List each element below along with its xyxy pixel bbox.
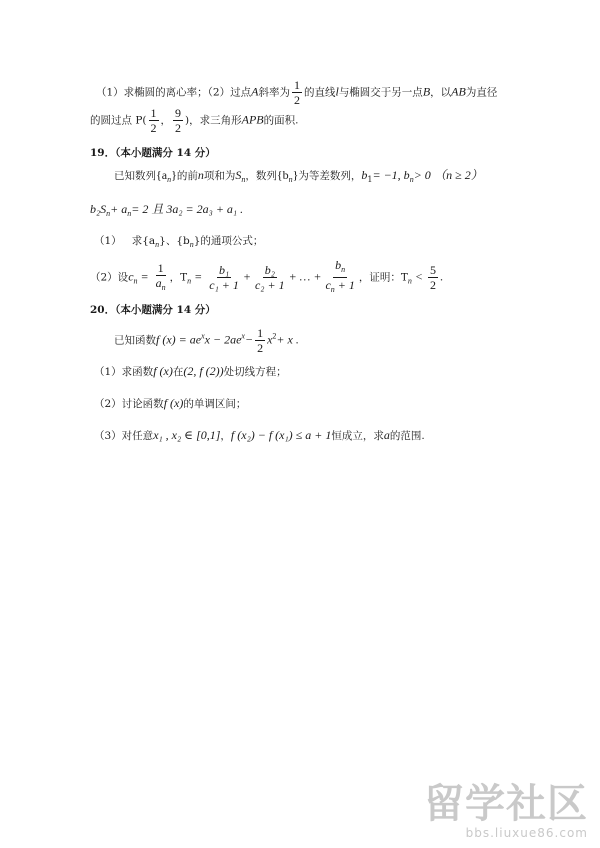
slope-num: 1: [293, 78, 300, 92]
q18-parts-line: [96, 78, 497, 107]
seq-b: {b: [276, 168, 289, 182]
den-cn: c: [325, 278, 331, 292]
sub-n: n: [133, 276, 138, 286]
part1-label: （1）: [94, 235, 122, 247]
py-fraction: [173, 106, 183, 135]
q18-circle-line: [90, 106, 298, 135]
close-text: )，求三角形: [185, 114, 242, 127]
sup-2: 2: [272, 331, 277, 341]
intro2: 的前: [176, 170, 198, 182]
termn-fraction: [323, 258, 356, 297]
slope-den: 2: [293, 93, 300, 107]
q20-p1-pt: (2, f (2)): [183, 364, 224, 378]
slope-fraction: [292, 78, 302, 107]
term1-fraction: [207, 263, 241, 292]
dots: + … +: [288, 269, 322, 284]
fx-def: f (x) = ae: [156, 332, 202, 347]
part2-label: （2）设: [90, 271, 129, 284]
q20-p2-end: 的单调区间；: [183, 398, 247, 410]
cond-b: b: [361, 168, 368, 182]
q20-heading: 20．（本小题满分 14 分）: [90, 304, 216, 316]
sub-n: n: [189, 240, 194, 249]
brace: }: [171, 168, 177, 182]
q19-heading: 19．（本小题满分 14 分）: [90, 147, 216, 159]
sub-n: n: [330, 285, 335, 294]
q20-p3: （3）对任意: [94, 430, 154, 442]
q20-p3-vars: x₁ , x₂ ∈ [0,1]: [153, 428, 221, 442]
plus-one: + 1: [337, 278, 355, 292]
prove-text: ，证明：T: [358, 271, 408, 284]
q18-text: （1）求椭圆的离心率；（2）过点: [96, 86, 252, 99]
var-l: l: [335, 84, 339, 99]
half-fraction: [255, 326, 265, 355]
sub-n: n: [241, 175, 246, 184]
den-c1: c₁ + 1: [209, 278, 239, 292]
var-s: S: [235, 168, 242, 182]
circle-text: 的圆过点 P(: [90, 114, 147, 127]
intro5: 为等差数列，: [298, 170, 362, 182]
q20-p1-mid: 在: [172, 366, 184, 378]
half-den: 2: [257, 341, 264, 355]
px-fraction: [149, 106, 159, 135]
sub-n: n: [187, 276, 192, 286]
watermark-logo: 留学社区: [424, 781, 588, 827]
num-b1: b₁: [218, 263, 230, 277]
den-a: a: [155, 275, 162, 290]
px-den: 2: [150, 121, 157, 135]
sub-n: n: [288, 175, 293, 184]
cn-fraction: [154, 261, 168, 295]
plus: +: [242, 269, 251, 284]
minus: −: [244, 332, 254, 347]
q20-p2-f: f (x): [163, 396, 184, 410]
q20-p1-end: 处切线方程；: [223, 366, 287, 378]
t-label: ，T: [169, 271, 188, 284]
q20-part2-line: [94, 396, 246, 411]
equals: =: [191, 269, 206, 284]
half-num: 1: [257, 326, 264, 340]
var-n: n: [197, 168, 204, 182]
equals: =: [137, 269, 152, 284]
point-b: B: [422, 84, 431, 99]
q20-intro: 已知函数: [114, 334, 156, 347]
slope-text: 斜率为: [258, 86, 290, 99]
triangle-apb: APB: [241, 112, 264, 127]
frac-one: 1: [157, 260, 164, 275]
cond-tail: > 0: [413, 168, 431, 182]
eq-mid: + a: [110, 202, 128, 216]
sub-n: n: [341, 265, 346, 274]
sub-n: n: [106, 209, 111, 218]
den-2: 2: [430, 278, 437, 292]
q20-p3-tail: 的范围.: [389, 430, 425, 442]
fx-end: + x .: [276, 332, 299, 347]
q19-part2-line: [90, 258, 443, 297]
q20-p1: （1）求函数: [94, 366, 154, 378]
diam-text: ，以: [430, 86, 452, 99]
sup-x: x: [241, 331, 245, 341]
px-num: 1: [150, 106, 157, 120]
q20-part3-line: [94, 428, 425, 443]
period: .: [440, 269, 444, 284]
part1-text: 求{a: [131, 235, 156, 247]
part1-end: }的通项公式；: [193, 235, 264, 247]
sup-x: x: [201, 331, 205, 341]
line-text: 的直线: [303, 86, 336, 99]
py-den: 2: [175, 121, 181, 135]
area-text: 的面积.: [263, 114, 299, 127]
sub-n: n: [167, 175, 172, 184]
sub-n: n: [161, 282, 166, 292]
var-c: c: [128, 269, 134, 284]
less-than: <: [411, 269, 427, 284]
q20-p2: （2）讨论函数: [94, 398, 164, 410]
part1-mid: }、{b: [159, 235, 190, 247]
fx-mid: x − 2ae: [204, 332, 242, 347]
q20-function-line: [114, 326, 299, 355]
sub-1: 1: [367, 175, 373, 184]
num-5: 5: [430, 263, 437, 277]
q20-p3-mid: ，: [220, 430, 231, 442]
sub-n: n: [127, 209, 132, 218]
q20-p3-ineq: f (x₂) − f (x₁) ≤ a + 1: [230, 428, 332, 442]
watermark: [424, 782, 588, 840]
q20-p3-a: a: [383, 428, 390, 442]
intro4: ，数列: [245, 170, 277, 182]
eq-rest: = 2 且 3a₂ = 2a₃ + a₁ .: [131, 202, 244, 216]
fx-tail: x: [267, 332, 273, 347]
eq-b2s: b₂S: [90, 202, 107, 216]
intro3: 项和为: [203, 170, 236, 182]
cond-rest: = −1, b: [372, 168, 410, 182]
den-c2: c₂ + 1: [254, 278, 285, 292]
seq-a: {a: [156, 168, 168, 182]
comma: ，: [160, 114, 171, 127]
cond-n: （n ≥ 2）: [434, 168, 483, 182]
q20-p3-end: 恒成立，求: [331, 430, 384, 442]
point-a: A: [251, 84, 259, 99]
q19-eq-line: [90, 200, 243, 218]
watermark-url: bbs.liuxue86.com: [465, 826, 588, 840]
sub-n: n: [409, 175, 414, 184]
num-b2: b₂: [264, 263, 275, 277]
num-bn: b: [335, 258, 342, 272]
diam-text2: 为直径: [465, 86, 498, 99]
seg-ab: AB: [451, 84, 466, 99]
py-num: 9: [175, 106, 181, 120]
q19-part1-line: [94, 233, 263, 249]
q19-intro-line: [114, 166, 483, 184]
q20-p1-f: f (x): [153, 364, 173, 378]
sub-n: n: [155, 240, 160, 249]
brace: }: [292, 168, 299, 182]
term2-fraction: [253, 263, 287, 292]
q20-part1-line: [94, 364, 287, 379]
meet-text: 与椭圆交于另一点: [338, 86, 423, 99]
intro1: 已知数列: [114, 170, 156, 182]
sub-n: n: [407, 276, 412, 286]
five-halves-fraction: [428, 263, 438, 292]
